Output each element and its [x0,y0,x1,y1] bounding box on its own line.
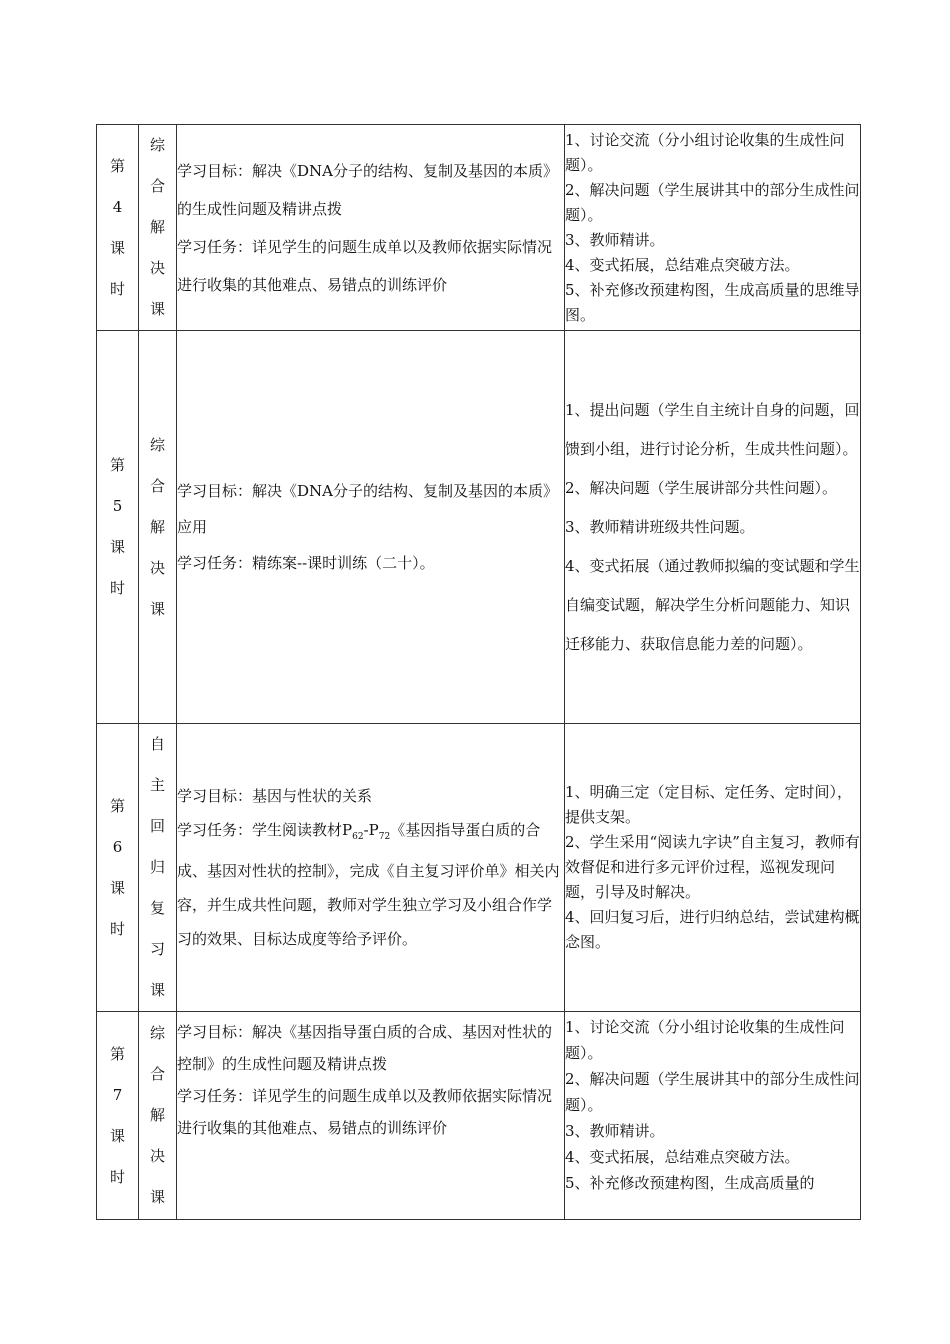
learning-task: 学习任务：详见学生的问题生成单以及教师依据实际情况进行收集的其他难点、易错点的训练评价 [177,237,553,294]
step-item: 2、解决问题（学生展讲其中的部分生成性问题）。 [565,1070,860,1114]
lesson-type-cell: 综 合 解 决 课 [139,1012,177,1220]
goal-cell [177,331,565,724]
step-item: 5、补充修改预建构图，生成高质量的 [565,1174,815,1192]
period-cell: 第 6 课 时 [97,724,139,1012]
step-item: 3、教师精讲。 [565,230,665,249]
step-item: 4、变式拓展，总结难点突破方法。 [565,1148,800,1166]
goal-cell [177,125,565,331]
learning-goal: 学习目标：解决《基因指导蛋白质的合成、基因对性状的控制》的生成性问题及精讲点拨 [177,1023,553,1073]
table-row [97,1012,861,1220]
table-row [97,724,861,1012]
steps-cell [565,724,861,1012]
step-item: 1、讨论交流（分小组讨论收集的生成性问题）。 [565,130,845,174]
step-item: 3、教师精讲。 [565,1122,665,1140]
steps-cell [565,331,861,724]
goal-cell [177,1012,565,1220]
step-item: 1、提出问题（学生自主统计自身的问题，回馈到小组，进行讨论分析，生成共性问题）。 [565,400,860,458]
lesson-plan-table [96,124,861,1220]
table-row [97,331,861,724]
period-cell: 第 5 课 时 [97,331,139,724]
learning-goal: 学习目标：解决《DNA分子的结构、复制及基因的本质》的生成性问题及精讲点拨 [177,161,558,218]
period-cell: 第 7 课 时 [97,1012,139,1220]
learning-task: 学习任务：学生阅读教材$P_{62}-P_{72}$《基因指导蛋白质的合成、基因对性状的控制》，完成《自主复习评价单》相关内容，并生成共性问题，教师对学生独立学习及小组合作学习的效果、目标达成度等给予评价。 [177,821,560,948]
lesson-type-cell: 自 主 回 归 复 习 课 [139,724,177,1012]
step-item: 3、教师精讲班级共性问题。 [565,517,755,536]
lesson-type-cell: 综 合 解 决 课 [139,125,177,331]
step-item: 2、解决问题（学生展讲其中的部分生成性问题）。 [565,180,860,224]
steps-cell [565,1012,861,1220]
lesson-type-cell: 综 合 解 决 课 [139,331,177,724]
step-item: 4、回归复习后，进行归纳总结，尝试建构概念图。 [565,908,860,951]
period-cell: 第 4 课 时 [97,125,139,331]
steps-cell [565,125,861,331]
step-item: 1、讨论交流（分小组讨论收集的生成性问题）。 [565,1018,845,1062]
step-item: 4、变式拓展，总结难点突破方法。 [565,255,800,274]
step-item: 1、明确三定（定目标、定任务、定时间），提供支架。 [565,783,853,826]
learning-goal: 学习目标：基因与性状的关系 [177,787,373,805]
step-item: 4、变式拓展（通过教师拟编的变试题和学生自编变试题，解决学生分析问题能力、知识迁移能力、获取信息能力差的问题）。 [565,556,860,653]
goal-cell [177,724,565,1012]
table-row [97,125,861,331]
learning-goal: 学习目标：解决《DNA分子的结构、复制及基因的本质》应用 [177,482,558,536]
step-item: 2、解决问题（学生展讲部分共性问题）。 [565,478,838,497]
step-item: 2、学生采用“阅读九字诀”自主复习，教师有效督促和进行多元评价过程，巡视发现问题，引导及时解决。 [565,833,860,901]
learning-task: 学习任务：详见学生的问题生成单以及教师依据实际情况进行收集的其他难点、易错点的训练评价 [177,1087,553,1137]
learning-task: 学习任务：精练案--课时训练（二十）。 [177,554,435,572]
step-item: 5、补充修改预建构图，生成高质量的思维导图。 [565,280,860,324]
